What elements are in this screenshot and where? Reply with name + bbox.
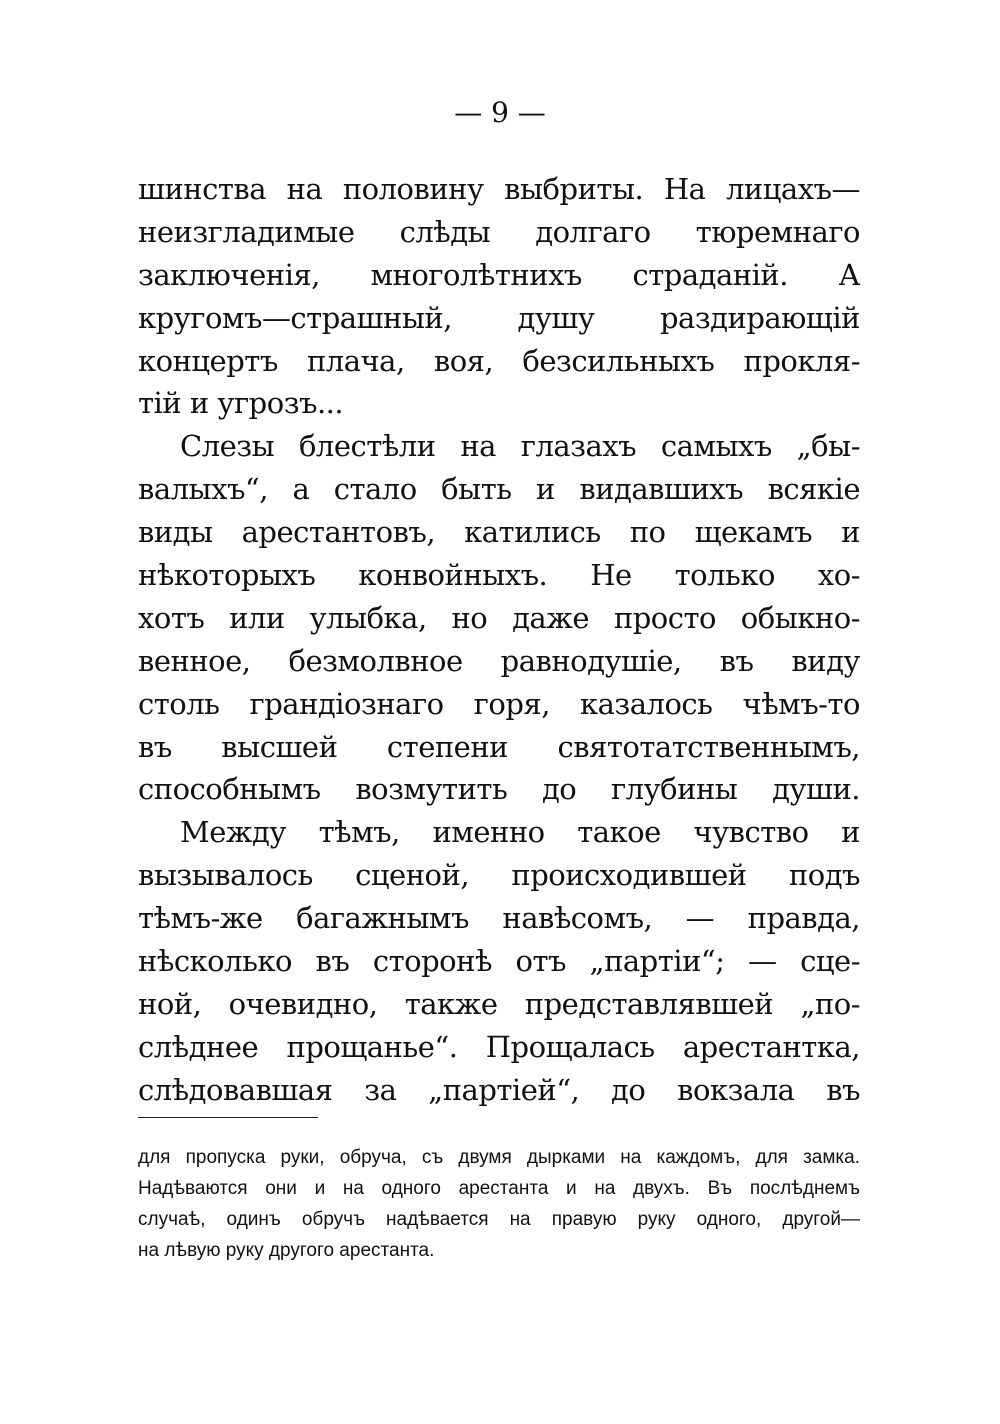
text-line: тій и угрозъ...: [138, 386, 344, 421]
text-line: нѣсколько въ сторонѣ отъ „партіи“; — сце-: [138, 944, 860, 979]
text-line: столь грандіознаго горя, казалось чѣмъ-то: [138, 686, 860, 721]
text-line: виды арестантовъ, катились по щекамъ и: [138, 515, 860, 550]
text-line: шинства на половину выбриты. На лицахъ—: [138, 172, 860, 206]
paragraph-start: Между тѣмъ, именно такое чувство и: [180, 815, 860, 850]
text-line: валыхъ“, а стало быть и видавшихъ всякіе: [138, 472, 860, 507]
footnote-divider: [138, 1117, 318, 1118]
body-text: [138, 168, 860, 1112]
text-line: тѣмъ-же багажнымъ навѣсомъ, — правда,: [138, 901, 860, 936]
text-line: ной, очевидно, также представлявшей „по-: [138, 986, 860, 1021]
footnote: [138, 1142, 860, 1266]
text-line: неизгладимые слѣды долгаго тюремнаго: [138, 214, 860, 249]
text-line: слѣдовавшая за „партіей“, до вокзала въ: [138, 1072, 860, 1107]
footnote-line: для пропуска руки, обруча, съ двумя дырками на каждомъ, для замка.: [138, 1147, 860, 1168]
paragraph-start: Слезы блестѣли на глазахъ самыхъ „бы-: [180, 429, 860, 464]
text-line: вызывалось сценой, происходившей подъ: [138, 858, 860, 893]
text-line: концертъ плача, воя, безсильныхъ прокля-: [138, 343, 860, 378]
text-line: слѣднее прощанье“. Прощалась арестантка,: [138, 1029, 860, 1064]
text-line: нѣкоторыхъ конвойныхъ. Не только хо-: [138, 558, 860, 593]
text-line: въ высшей степени святотатственнымъ,: [138, 729, 860, 764]
text-line: венное, безмолвное равнодушіе, въ виду: [138, 643, 860, 678]
text-line: кругомъ—страшный, душу раздирающій: [138, 300, 860, 335]
text-line: способнымъ возмутить до глубины души.: [138, 772, 860, 807]
text-line: заключенія, многолѣтнихъ страданій. А: [138, 257, 860, 292]
footnote-line: Надѣваются они и на одного арестанта и на двухъ. Въ послѣднемъ: [138, 1178, 860, 1199]
footnote-line: на лѣвую руку другого арестанта.: [138, 1240, 435, 1261]
page-number: — 9 —: [454, 96, 546, 129]
text-line: хотъ или улыбка, но даже просто обыкно-: [138, 600, 860, 635]
footnote-line: случаѣ, одинъ обручъ надѣвается на правую руку одного, другой—: [138, 1209, 860, 1230]
